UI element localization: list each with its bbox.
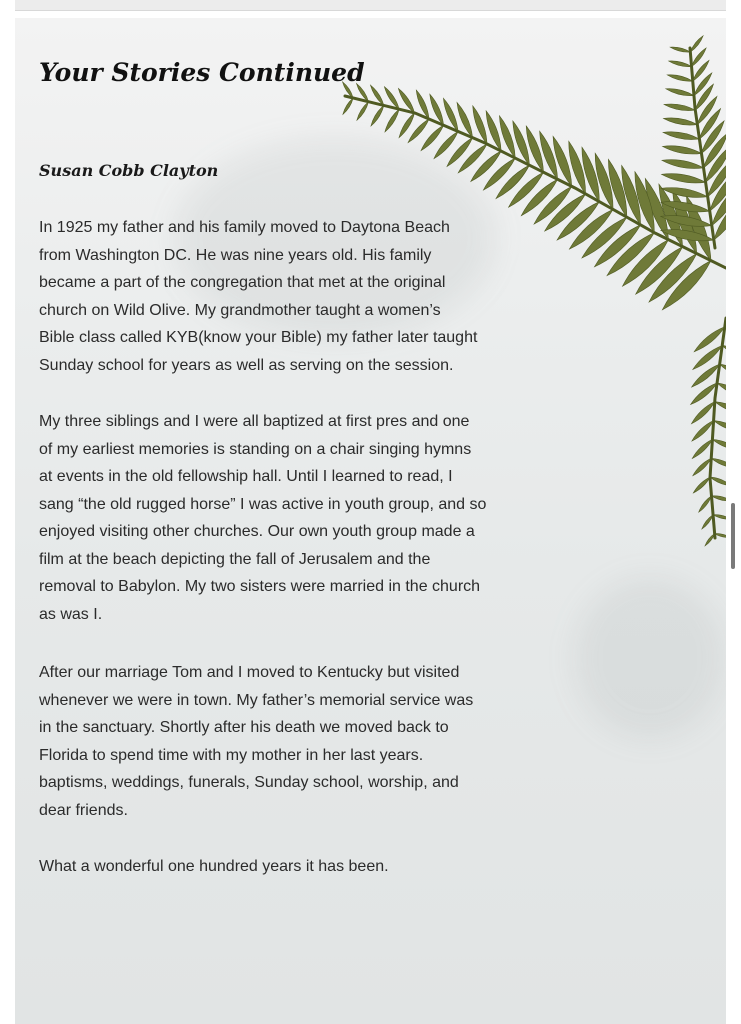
fern-leaflet [664,104,695,111]
fern-leaflet [666,89,694,96]
text-line: baptisms, weddings, funerals, Sunday school, worship, and [39,774,459,791]
text-line: Sunday school for years as well as serving on the session. [39,356,454,374]
fern-leaflet [710,477,726,486]
fern-frond-right [691,318,726,546]
page-title: Your Stories Continued [39,58,365,87]
text-line: Bible class called KYB(know your Bible) my father later taught [39,329,478,346]
fern-leaflet [357,102,369,121]
text-line: in the sanctuary. Shortly after his death we moved back to [39,719,449,736]
fern-leaflet [699,496,712,512]
text-line: of my earliest memories is standing on a chair singing hymns [39,440,472,458]
fern-leaflet [691,383,717,405]
story-page [15,18,726,1024]
fern-leaflet [693,477,710,493]
top-page-edge [15,0,726,11]
fern-leaflet [371,105,384,126]
fern-leaflet [691,402,714,424]
author-name: Susan Cobb Clayton [39,161,219,180]
text-line: sang “the old rugged horse” I was active in youth group, and so [39,495,487,513]
text-line: church on Wild Olive. My grandmother taught a women’s [39,301,441,319]
fern-leaflet [711,458,726,468]
fern-leaflet [399,113,414,138]
story-paragraph-1 [39,214,569,379]
text-line: What a wonderful one hundred years it has been. [39,858,389,875]
fern-leaflet [705,534,715,546]
fern-leaflet [664,118,698,125]
fern-leaflet [669,61,692,67]
fern-leaflet [692,421,714,442]
fern-leaflet [663,132,699,140]
fern-leaflet [421,125,444,150]
text-line: enjoyed visiting other churches. Our own youth group made a [39,523,475,540]
text-line: film at the beach depicting the fall of Jerusalem and the [39,550,431,568]
text-line: After our marriage Tom and I moved to Kentucky but visited [39,664,460,681]
fern-leaflet [661,188,707,198]
fern-leaflet [692,48,707,66]
fern-leaflet [692,439,712,458]
text-line: Florida to spend time with my mother in her last years. [39,746,424,764]
text-line: removal to Babylon. My two sisters were married in the church [39,578,481,595]
fern-leaflet [690,36,703,52]
fern-leaflet [715,402,726,414]
fern-leaflet [714,421,726,432]
fern-leaflet [702,515,713,529]
story-paragraph-3 [39,659,569,824]
story-closing-line [39,853,569,881]
fern-leaflet [717,383,726,398]
fern-leaflet [385,109,399,132]
fern-leaflet [693,458,711,475]
text-line: dear friends. [39,801,128,819]
text-line: as was I. [39,605,103,623]
text-line: My three siblings and I were all baptized at first pres and one [39,413,470,430]
fern-leaflet [662,160,703,169]
fern-leaflet [712,439,726,449]
fern-leaflet [662,174,706,183]
fern-leaflet [667,75,693,81]
fern-leaflet [670,47,690,52]
text-line: from Washington DC. He was nine years old. His family [39,246,432,264]
scrollbar-thumb[interactable] [731,503,735,569]
text-line: at events in the old fellowship hall. Until I learned to read, I [39,468,453,485]
fern-leaflet [713,515,726,519]
fern-leaflet [711,496,726,501]
story-paragraph-2 [39,408,569,628]
text-line: In 1925 my father and his family moved to Daytona Beach [39,219,450,236]
fern-leaflet [663,146,702,154]
text-line: whenever we were in town. My father’s memorial service was [39,691,474,709]
fern-leaflet [343,98,353,114]
text-line: became a part of the congregation that met at the original [39,274,446,291]
